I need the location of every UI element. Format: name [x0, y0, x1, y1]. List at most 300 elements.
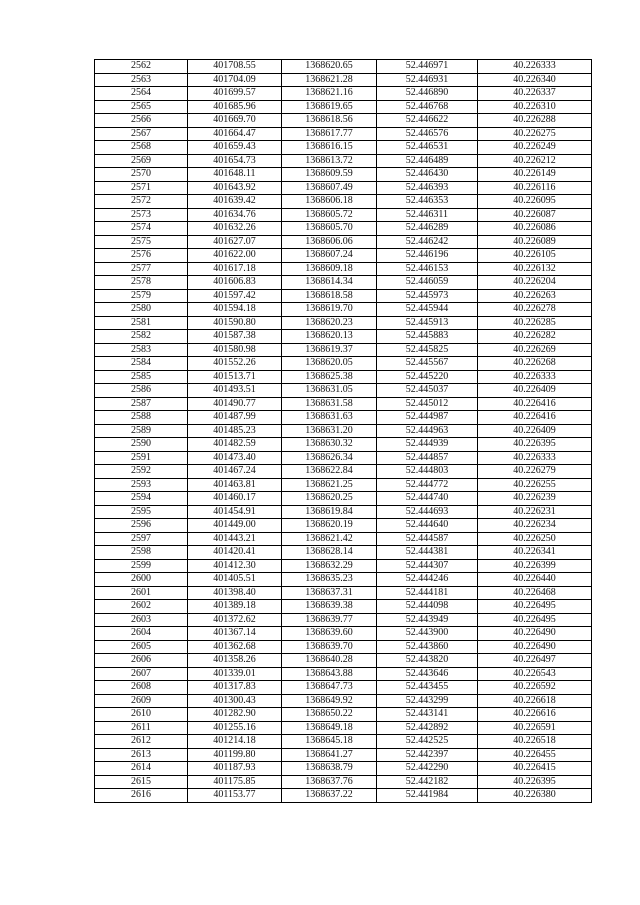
longitude-cell: 40.226468	[478, 586, 592, 600]
point-number-cell: 2608	[95, 681, 188, 695]
table-row	[95, 411, 592, 425]
y-coordinate-cell: 1368625.38	[282, 370, 377, 384]
y-coordinate-cell: 1368649.18	[282, 721, 377, 735]
latitude-cell: 52.444098	[377, 600, 478, 614]
longitude-cell: 40.226279	[478, 465, 592, 479]
point-number-cell: 2587	[95, 397, 188, 411]
y-coordinate-cell: 1368609.59	[282, 168, 377, 182]
table-row	[95, 114, 592, 128]
point-number-cell: 2566	[95, 114, 188, 128]
longitude-cell: 40.226340	[478, 73, 592, 87]
table-row	[95, 546, 592, 560]
table-row	[95, 762, 592, 776]
x-coordinate-cell: 401473.40	[188, 451, 282, 465]
table-row	[95, 289, 592, 303]
longitude-cell: 40.226415	[478, 762, 592, 776]
y-coordinate-cell: 1368619.37	[282, 343, 377, 357]
y-coordinate-cell: 1368637.76	[282, 775, 377, 789]
point-number-cell: 2567	[95, 127, 188, 141]
y-coordinate-cell: 1368606.18	[282, 195, 377, 209]
point-number-cell: 2565	[95, 100, 188, 114]
latitude-cell: 52.443141	[377, 708, 478, 722]
longitude-cell: 40.226409	[478, 424, 592, 438]
y-coordinate-cell: 1368620.19	[282, 519, 377, 533]
y-coordinate-cell: 1368628.14	[282, 546, 377, 560]
table-row	[95, 721, 592, 735]
latitude-cell: 52.445883	[377, 330, 478, 344]
point-number-cell: 2576	[95, 249, 188, 263]
table-row	[95, 532, 592, 546]
latitude-cell: 52.446311	[377, 208, 478, 222]
latitude-cell: 52.444587	[377, 532, 478, 546]
y-coordinate-cell: 1368619.65	[282, 100, 377, 114]
point-number-cell: 2578	[95, 276, 188, 290]
y-coordinate-cell: 1368632.29	[282, 559, 377, 573]
latitude-cell: 52.444987	[377, 411, 478, 425]
y-coordinate-cell: 1368620.13	[282, 330, 377, 344]
point-number-cell: 2603	[95, 613, 188, 627]
point-number-cell: 2600	[95, 573, 188, 587]
table-row	[95, 775, 592, 789]
point-number-cell: 2563	[95, 73, 188, 87]
longitude-cell: 40.226250	[478, 532, 592, 546]
coordinates-table	[94, 59, 592, 803]
y-coordinate-cell: 1368631.63	[282, 411, 377, 425]
longitude-cell: 40.226282	[478, 330, 592, 344]
longitude-cell: 40.226249	[478, 141, 592, 155]
y-coordinate-cell: 1368609.18	[282, 262, 377, 276]
longitude-cell: 40.226204	[478, 276, 592, 290]
table-row	[95, 168, 592, 182]
y-coordinate-cell: 1368605.72	[282, 208, 377, 222]
latitude-cell: 52.445913	[377, 316, 478, 330]
table-row	[95, 262, 592, 276]
longitude-cell: 40.226275	[478, 127, 592, 141]
y-coordinate-cell: 1368618.56	[282, 114, 377, 128]
longitude-cell: 40.226278	[478, 303, 592, 317]
table-row	[95, 370, 592, 384]
table-body	[95, 60, 592, 803]
longitude-cell: 40.226495	[478, 600, 592, 614]
point-number-cell: 2562	[95, 60, 188, 74]
y-coordinate-cell: 1368620.23	[282, 316, 377, 330]
y-coordinate-cell: 1368613.72	[282, 154, 377, 168]
y-coordinate-cell: 1368606.06	[282, 235, 377, 249]
x-coordinate-cell: 401389.18	[188, 600, 282, 614]
longitude-cell: 40.226288	[478, 114, 592, 128]
y-coordinate-cell: 1368631.20	[282, 424, 377, 438]
latitude-cell: 52.446931	[377, 73, 478, 87]
table-row	[95, 478, 592, 492]
y-coordinate-cell: 1368639.77	[282, 613, 377, 627]
point-number-cell: 2575	[95, 235, 188, 249]
x-coordinate-cell: 401699.57	[188, 87, 282, 101]
y-coordinate-cell: 1368630.32	[282, 438, 377, 452]
y-coordinate-cell: 1368620.05	[282, 357, 377, 371]
x-coordinate-cell: 401317.83	[188, 681, 282, 695]
x-coordinate-cell: 401467.24	[188, 465, 282, 479]
point-number-cell: 2564	[95, 87, 188, 101]
x-coordinate-cell: 401606.83	[188, 276, 282, 290]
y-coordinate-cell: 1368622.84	[282, 465, 377, 479]
table-row	[95, 222, 592, 236]
table-row	[95, 708, 592, 722]
latitude-cell: 52.444246	[377, 573, 478, 587]
latitude-cell: 52.442892	[377, 721, 478, 735]
table-row	[95, 438, 592, 452]
table-row	[95, 586, 592, 600]
latitude-cell: 52.442182	[377, 775, 478, 789]
table-row	[95, 100, 592, 114]
point-number-cell: 2599	[95, 559, 188, 573]
longitude-cell: 40.226132	[478, 262, 592, 276]
latitude-cell: 52.445220	[377, 370, 478, 384]
latitude-cell: 52.443455	[377, 681, 478, 695]
x-coordinate-cell: 401664.47	[188, 127, 282, 141]
x-coordinate-cell: 401597.42	[188, 289, 282, 303]
longitude-cell: 40.226086	[478, 222, 592, 236]
longitude-cell: 40.226269	[478, 343, 592, 357]
latitude-cell: 52.446971	[377, 60, 478, 74]
point-number-cell: 2592	[95, 465, 188, 479]
latitude-cell: 52.443860	[377, 640, 478, 654]
longitude-cell: 40.226455	[478, 748, 592, 762]
x-coordinate-cell: 401362.68	[188, 640, 282, 654]
latitude-cell: 52.445012	[377, 397, 478, 411]
y-coordinate-cell: 1368639.60	[282, 627, 377, 641]
x-coordinate-cell: 401199.80	[188, 748, 282, 762]
table-row	[95, 303, 592, 317]
longitude-cell: 40.226497	[478, 654, 592, 668]
latitude-cell: 52.443820	[377, 654, 478, 668]
y-coordinate-cell: 1368631.05	[282, 384, 377, 398]
longitude-cell: 40.226212	[478, 154, 592, 168]
longitude-cell: 40.226255	[478, 478, 592, 492]
table-row	[95, 60, 592, 74]
longitude-cell: 40.226333	[478, 451, 592, 465]
table-row	[95, 357, 592, 371]
point-number-cell: 2598	[95, 546, 188, 560]
y-coordinate-cell: 1368614.34	[282, 276, 377, 290]
point-number-cell: 2593	[95, 478, 188, 492]
y-coordinate-cell: 1368650.22	[282, 708, 377, 722]
table-row	[95, 465, 592, 479]
x-coordinate-cell: 401590.80	[188, 316, 282, 330]
x-coordinate-cell: 401654.73	[188, 154, 282, 168]
longitude-cell: 40.226409	[478, 384, 592, 398]
x-coordinate-cell: 401513.71	[188, 370, 282, 384]
table-row	[95, 154, 592, 168]
longitude-cell: 40.226416	[478, 411, 592, 425]
x-coordinate-cell: 401634.76	[188, 208, 282, 222]
longitude-cell: 40.226518	[478, 735, 592, 749]
x-coordinate-cell: 401552.26	[188, 357, 282, 371]
latitude-cell: 52.444857	[377, 451, 478, 465]
latitude-cell: 52.446196	[377, 249, 478, 263]
point-number-cell: 2613	[95, 748, 188, 762]
latitude-cell: 52.446890	[377, 87, 478, 101]
point-number-cell: 2602	[95, 600, 188, 614]
latitude-cell: 52.444963	[377, 424, 478, 438]
x-coordinate-cell: 401643.92	[188, 181, 282, 195]
longitude-cell: 40.226239	[478, 492, 592, 506]
point-number-cell: 2601	[95, 586, 188, 600]
x-coordinate-cell: 401669.70	[188, 114, 282, 128]
y-coordinate-cell: 1368639.70	[282, 640, 377, 654]
table-row	[95, 451, 592, 465]
table-row	[95, 343, 592, 357]
table-row	[95, 127, 592, 141]
longitude-cell: 40.226490	[478, 627, 592, 641]
table-row	[95, 208, 592, 222]
longitude-cell: 40.226440	[478, 573, 592, 587]
point-number-cell: 2604	[95, 627, 188, 641]
table-row	[95, 640, 592, 654]
y-coordinate-cell: 1368645.18	[282, 735, 377, 749]
y-coordinate-cell: 1368607.49	[282, 181, 377, 195]
latitude-cell: 52.444772	[377, 478, 478, 492]
latitude-cell: 52.444640	[377, 519, 478, 533]
x-coordinate-cell: 401594.18	[188, 303, 282, 317]
latitude-cell: 52.444381	[377, 546, 478, 560]
table-row	[95, 141, 592, 155]
latitude-cell: 52.445037	[377, 384, 478, 398]
latitude-cell: 52.446576	[377, 127, 478, 141]
longitude-cell: 40.226333	[478, 370, 592, 384]
longitude-cell: 40.226285	[478, 316, 592, 330]
x-coordinate-cell: 401372.62	[188, 613, 282, 627]
y-coordinate-cell: 1368619.70	[282, 303, 377, 317]
longitude-cell: 40.226490	[478, 640, 592, 654]
x-coordinate-cell: 401367.14	[188, 627, 282, 641]
latitude-cell: 52.444939	[377, 438, 478, 452]
y-coordinate-cell: 1368607.24	[282, 249, 377, 263]
x-coordinate-cell: 401685.96	[188, 100, 282, 114]
latitude-cell: 52.442290	[377, 762, 478, 776]
longitude-cell: 40.226395	[478, 438, 592, 452]
latitude-cell: 52.446153	[377, 262, 478, 276]
point-number-cell: 2606	[95, 654, 188, 668]
latitude-cell: 52.446059	[377, 276, 478, 290]
point-number-cell: 2589	[95, 424, 188, 438]
point-number-cell: 2590	[95, 438, 188, 452]
x-coordinate-cell: 401282.90	[188, 708, 282, 722]
longitude-cell: 40.226618	[478, 694, 592, 708]
x-coordinate-cell: 401339.01	[188, 667, 282, 681]
latitude-cell: 52.445944	[377, 303, 478, 317]
table-row	[95, 181, 592, 195]
latitude-cell: 52.446622	[377, 114, 478, 128]
x-coordinate-cell: 401449.00	[188, 519, 282, 533]
point-number-cell: 2580	[95, 303, 188, 317]
point-number-cell: 2609	[95, 694, 188, 708]
table-row	[95, 195, 592, 209]
longitude-cell: 40.226333	[478, 60, 592, 74]
longitude-cell: 40.226268	[478, 357, 592, 371]
longitude-cell: 40.226399	[478, 559, 592, 573]
point-number-cell: 2579	[95, 289, 188, 303]
x-coordinate-cell: 401704.09	[188, 73, 282, 87]
longitude-cell: 40.226089	[478, 235, 592, 249]
longitude-cell: 40.226395	[478, 775, 592, 789]
latitude-cell: 52.444740	[377, 492, 478, 506]
point-number-cell: 2581	[95, 316, 188, 330]
point-number-cell: 2594	[95, 492, 188, 506]
latitude-cell: 52.441984	[377, 789, 478, 803]
x-coordinate-cell: 401639.42	[188, 195, 282, 209]
y-coordinate-cell: 1368621.25	[282, 478, 377, 492]
y-coordinate-cell: 1368639.38	[282, 600, 377, 614]
x-coordinate-cell: 401463.81	[188, 478, 282, 492]
x-coordinate-cell: 401622.00	[188, 249, 282, 263]
y-coordinate-cell: 1368631.58	[282, 397, 377, 411]
table-row	[95, 73, 592, 87]
x-coordinate-cell: 401454.91	[188, 505, 282, 519]
x-coordinate-cell: 401487.99	[188, 411, 282, 425]
table-row	[95, 519, 592, 533]
point-number-cell: 2586	[95, 384, 188, 398]
latitude-cell: 52.444307	[377, 559, 478, 573]
point-number-cell: 2568	[95, 141, 188, 155]
point-number-cell: 2605	[95, 640, 188, 654]
x-coordinate-cell: 401493.51	[188, 384, 282, 398]
table-row	[95, 748, 592, 762]
latitude-cell: 52.443900	[377, 627, 478, 641]
longitude-cell: 40.226095	[478, 195, 592, 209]
longitude-cell: 40.226263	[478, 289, 592, 303]
table-row	[95, 330, 592, 344]
latitude-cell: 52.445825	[377, 343, 478, 357]
table-row	[95, 505, 592, 519]
table-row	[95, 667, 592, 681]
longitude-cell: 40.226116	[478, 181, 592, 195]
y-coordinate-cell: 1368637.22	[282, 789, 377, 803]
y-coordinate-cell: 1368643.88	[282, 667, 377, 681]
x-coordinate-cell: 401632.26	[188, 222, 282, 236]
longitude-cell: 40.226105	[478, 249, 592, 263]
x-coordinate-cell: 401490.77	[188, 397, 282, 411]
point-number-cell: 2615	[95, 775, 188, 789]
latitude-cell: 52.446353	[377, 195, 478, 209]
point-number-cell: 2585	[95, 370, 188, 384]
longitude-cell: 40.226149	[478, 168, 592, 182]
x-coordinate-cell: 401617.18	[188, 262, 282, 276]
x-coordinate-cell: 401398.40	[188, 586, 282, 600]
latitude-cell: 52.442397	[377, 748, 478, 762]
x-coordinate-cell: 401420.41	[188, 546, 282, 560]
table-row	[95, 492, 592, 506]
point-number-cell: 2610	[95, 708, 188, 722]
table-row	[95, 789, 592, 803]
table-row	[95, 235, 592, 249]
x-coordinate-cell: 401412.30	[188, 559, 282, 573]
table-row	[95, 424, 592, 438]
longitude-cell: 40.226495	[478, 613, 592, 627]
point-number-cell: 2573	[95, 208, 188, 222]
table-row	[95, 316, 592, 330]
point-number-cell: 2611	[95, 721, 188, 735]
latitude-cell: 52.445567	[377, 357, 478, 371]
table-row	[95, 397, 592, 411]
table-row	[95, 735, 592, 749]
longitude-cell: 40.226337	[478, 87, 592, 101]
x-coordinate-cell: 401482.59	[188, 438, 282, 452]
longitude-cell: 40.226234	[478, 519, 592, 533]
y-coordinate-cell: 1368638.79	[282, 762, 377, 776]
x-coordinate-cell: 401153.77	[188, 789, 282, 803]
y-coordinate-cell: 1368620.65	[282, 60, 377, 74]
point-number-cell: 2612	[95, 735, 188, 749]
y-coordinate-cell: 1368618.58	[282, 289, 377, 303]
latitude-cell: 52.444181	[377, 586, 478, 600]
point-number-cell: 2582	[95, 330, 188, 344]
table-row	[95, 613, 592, 627]
longitude-cell: 40.226380	[478, 789, 592, 803]
longitude-cell: 40.226231	[478, 505, 592, 519]
latitude-cell: 52.445973	[377, 289, 478, 303]
y-coordinate-cell: 1368621.16	[282, 87, 377, 101]
point-number-cell: 2607	[95, 667, 188, 681]
x-coordinate-cell: 401175.85	[188, 775, 282, 789]
y-coordinate-cell: 1368605.70	[282, 222, 377, 236]
y-coordinate-cell: 1368616.15	[282, 141, 377, 155]
y-coordinate-cell: 1368635.23	[282, 573, 377, 587]
longitude-cell: 40.226543	[478, 667, 592, 681]
longitude-cell: 40.226616	[478, 708, 592, 722]
x-coordinate-cell: 401358.26	[188, 654, 282, 668]
x-coordinate-cell: 401300.43	[188, 694, 282, 708]
point-number-cell: 2583	[95, 343, 188, 357]
longitude-cell: 40.226087	[478, 208, 592, 222]
x-coordinate-cell: 401214.18	[188, 735, 282, 749]
y-coordinate-cell: 1368617.77	[282, 127, 377, 141]
longitude-cell: 40.226310	[478, 100, 592, 114]
point-number-cell: 2571	[95, 181, 188, 195]
latitude-cell: 52.443646	[377, 667, 478, 681]
x-coordinate-cell: 401659.43	[188, 141, 282, 155]
table-row	[95, 694, 592, 708]
point-number-cell: 2574	[95, 222, 188, 236]
point-number-cell: 2614	[95, 762, 188, 776]
latitude-cell: 52.446489	[377, 154, 478, 168]
latitude-cell: 52.446242	[377, 235, 478, 249]
x-coordinate-cell: 401627.07	[188, 235, 282, 249]
point-number-cell: 2584	[95, 357, 188, 371]
y-coordinate-cell: 1368619.84	[282, 505, 377, 519]
latitude-cell: 52.446289	[377, 222, 478, 236]
x-coordinate-cell: 401405.51	[188, 573, 282, 587]
table-row	[95, 276, 592, 290]
y-coordinate-cell: 1368620.25	[282, 492, 377, 506]
point-number-cell: 2596	[95, 519, 188, 533]
y-coordinate-cell: 1368641.27	[282, 748, 377, 762]
longitude-cell: 40.226416	[478, 397, 592, 411]
longitude-cell: 40.226591	[478, 721, 592, 735]
point-number-cell: 2591	[95, 451, 188, 465]
point-number-cell: 2588	[95, 411, 188, 425]
table-row	[95, 249, 592, 263]
latitude-cell: 52.446393	[377, 181, 478, 195]
latitude-cell: 52.444693	[377, 505, 478, 519]
table-row	[95, 600, 592, 614]
x-coordinate-cell: 401187.93	[188, 762, 282, 776]
x-coordinate-cell: 401580.98	[188, 343, 282, 357]
point-number-cell: 2572	[95, 195, 188, 209]
latitude-cell: 52.446531	[377, 141, 478, 155]
y-coordinate-cell: 1368621.42	[282, 532, 377, 546]
y-coordinate-cell: 1368626.34	[282, 451, 377, 465]
x-coordinate-cell: 401587.38	[188, 330, 282, 344]
